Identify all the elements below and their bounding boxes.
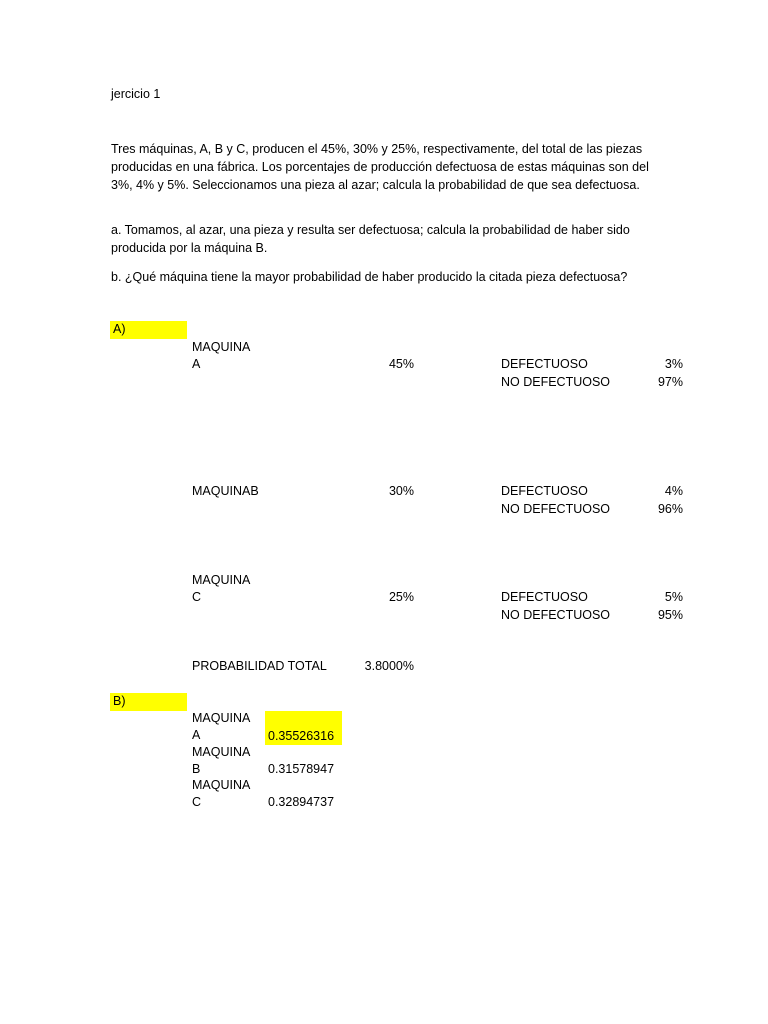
b-machine-a-name-line1: MAQUINA xyxy=(192,711,251,725)
machine-c-ok-label: NO DEFECTUOSO xyxy=(501,608,611,622)
machine-b-ok-value: 96% xyxy=(657,502,683,516)
b-machine-c-name-line1: MAQUINA xyxy=(192,778,251,792)
machine-a-name-line1: MAQUINA xyxy=(192,340,251,354)
total-probability-label: PROBABILIDAD TOTAL xyxy=(192,659,327,673)
machine-c-name-line1: MAQUINA xyxy=(192,573,251,587)
b-machine-b-name-line1: MAQUINA xyxy=(192,745,251,759)
machine-b-defective-label: DEFECTUOSO xyxy=(501,484,588,498)
machine-c-ok-value: 95% xyxy=(657,608,683,622)
machine-c-name-line2: C xyxy=(192,590,202,604)
question-a: a. Tomamos, al azar, una pieza y resulta ser defectuosa; calcula la probabilidad de haber sido producida por la máquina B. xyxy=(111,223,630,255)
machine-b-name: MAQUINAB xyxy=(192,484,259,498)
machine-a-ok-label: NO DEFECTUOSO xyxy=(501,375,611,389)
b-machine-b-name-line2: B xyxy=(192,762,201,776)
page-title: jercicio 1 xyxy=(111,87,161,101)
b-machine-b-value: 0.31578947 xyxy=(268,762,335,776)
total-probability-value: 3.8000% xyxy=(364,659,414,673)
machine-a-name-line2: A xyxy=(192,357,201,371)
b-machine-a-value: 0.35526316 xyxy=(265,711,342,745)
machine-a-defective-value: 3% xyxy=(664,357,683,371)
machine-c-defective-value: 5% xyxy=(664,590,683,604)
machine-b-ok-label: NO DEFECTUOSO xyxy=(501,502,611,516)
machine-b-defective-value: 4% xyxy=(664,484,683,498)
machine-a-ok-value: 97% xyxy=(657,375,683,389)
machine-c-defective-label: DEFECTUOSO xyxy=(501,590,588,604)
problem-statement: Tres máquinas, A, B y C, producen el 45%, 30% y 25%, respectivamente, del total de las piezas producidas en una fábrica. Los porcentajes de producción defectuosa de estas máquinas son del 3%, 4% y 5%. Seleccionamos una pieza al azar; calcula la probabilidad de que sea defectuosa. xyxy=(111,142,649,192)
machine-c-share: 25% xyxy=(388,590,414,604)
machine-a-defective-label: DEFECTUOSO xyxy=(501,357,588,371)
question-b: b. ¿Qué máquina tiene la mayor probabilidad de haber producido la citada pieza defectuosa? xyxy=(111,270,628,284)
machine-a-share: 45% xyxy=(388,357,414,371)
b-machine-c-name-line2: C xyxy=(192,795,202,809)
machine-b-share: 30% xyxy=(388,484,414,498)
section-a-label: A) xyxy=(110,321,187,339)
section-b-label: B) xyxy=(110,693,187,711)
b-machine-c-value: 0.32894737 xyxy=(268,795,335,809)
b-machine-a-name-line2: A xyxy=(192,728,201,742)
